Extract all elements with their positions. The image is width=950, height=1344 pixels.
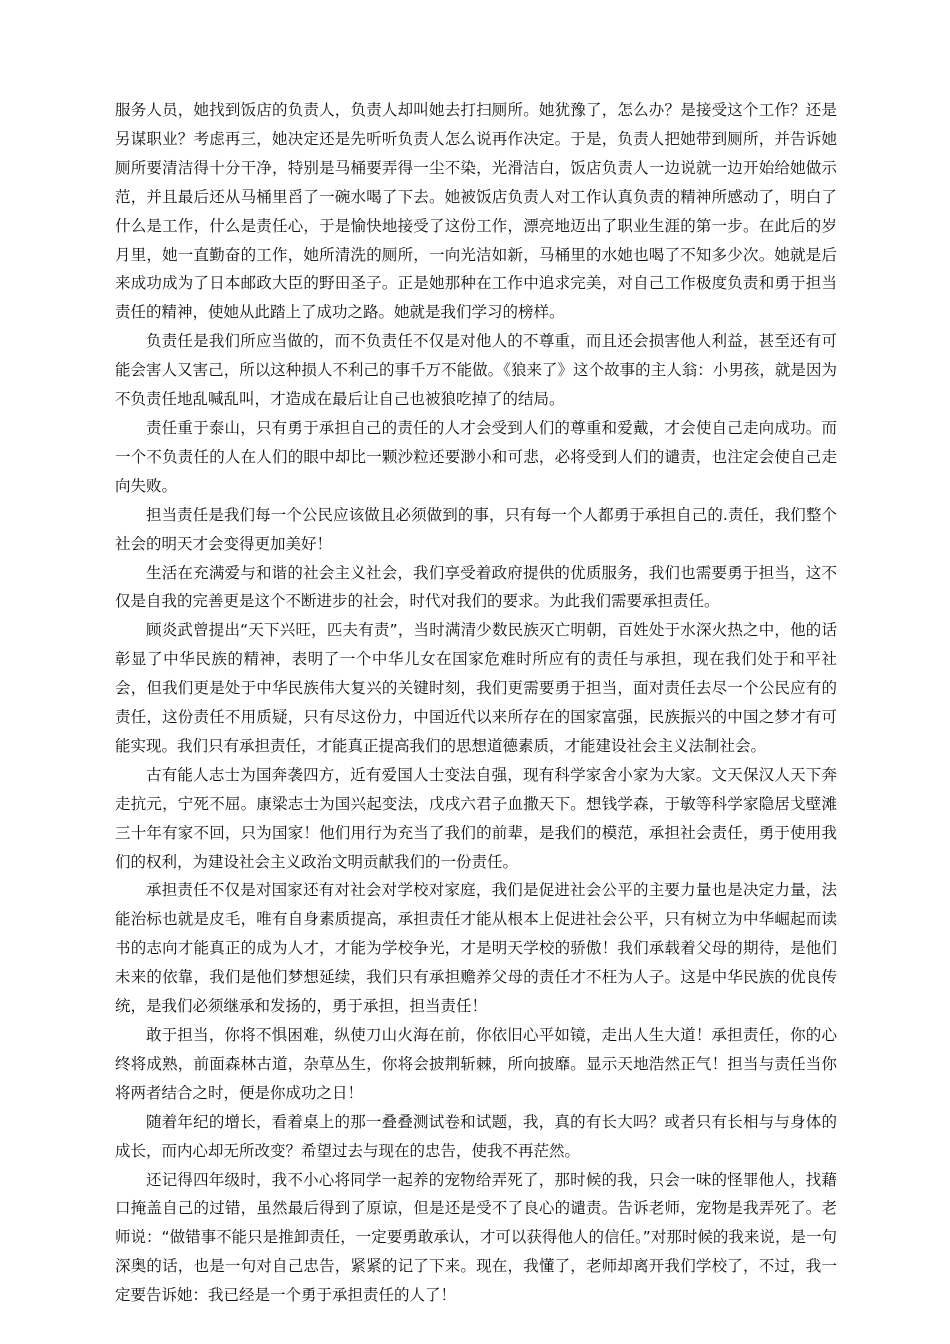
paragraph: 古有能人志士为国奔袭四方，近有爱国人士变法自强，现有科学家舍小家为大家。文天保汉人天下奔走抗元，宁死不屈。康梁志士为国兴起变法，戊戌六君子血撒天下。想钱学森，于敏等科学家隐居戈壁滩三十年有家不回，只为国家！他们用行为充当了我们的前辈，是我们的模范，承担社会责任，勇于使用我们的权利，为建设社会主义政治文明贡献我们的一份责任。 [115, 765, 837, 871]
paragraph-continued: 服务人员，她找到饭店的负责人，负责人却叫她去打扫厕所。她犹豫了，怎么办？是接受这个工作？还是另谋职业？考虑再三，她决定还是先听听负责人怎么说再作决定。于是，负责人把她带到厕所，并告诉她厕所要清洁得十分干净，特别是马桶要弄得一尘不染，光滑洁白，饭店负责人一边说就一边开始给她做示范，并且最后还从马桶里舀了一碗水喝了下去。她被饭店负责人对工作认真负责的精神所感动了，明白了什么是工作，什么是责任心，于是愉快地接受了这份工作，漂亮地迈出了职业生涯的第一步。在此后的岁月里，她一直勤奋的工作，她所清洗的厕所，一向光洁如新，马桶里的水她也喝了不知多少次。她就是后来成功成为了日本邮政大臣的野田圣子。正是她那种在工作中追求完美，对自己工作极度负责和勇于担当责任的精神，使她从此踏上了成功之路。她就是我们学习的榜样。 [115, 101, 837, 322]
document-body [115, 96, 837, 1310]
paragraph: 随着年纪的增长，看着桌上的那一叠叠测试卷和试题，我，真的有长大吗？或者只有长相与与身体的成长，而内心却无所改变？希望过去与现在的忠告，使我不再茫然。 [115, 1112, 837, 1160]
paragraph: 还记得四年级时，我不小心将同学一起养的宠物给弄死了，那时候的我，只会一味的怪罪他人，找藉口掩盖自己的过错，虽然最后得到了原谅，但是还是受不了良心的谴责。告诉老师，宠物是我弄死了。老师说：“做错事不能只是推卸责任，一定要勇敢承认，才可以获得他人的信任。”对那时候的我来说，是一句深奥的话，也是一句对自己忠告，紧紧的记了下来。现在，我懂了，老师却离开我们学校了，不过，我一定要告诉她：我已经是一个勇于承担责任的人了！ [115, 1170, 837, 1305]
paragraph: 生活在充满爱与和谐的社会主义社会，我们享受着政府提供的优质服务，我们也需要勇于担当，这不仅是自我的完善更是这个不断进步的社会，时代对我们的要求。为此我们需要承担责任。 [115, 563, 837, 611]
paragraph: 顾炎武曾提出“天下兴旺，匹夫有责”，当时满清少数民族灭亡明朝，百姓处于水深火热之中，他的话彰显了中华民族的精神，表明了一个中华儿女在国家危难时所应有的责任与承担，现在我们处于和平社会，但我们更是处于中华民族伟大复兴的关键时刻，我们更需要勇于担当，面对责任去尽一个公民应有的责任，这份责任不用质疑，只有尽这份力，中国近代以来所存在的国家富强，民族振兴的中国之梦才有可能实现。我们只有承担责任，才能真正提高我们的思想道德素质，才能建设社会主义法制社会。 [115, 621, 837, 755]
paragraph: 责任重于泰山，只有勇于承担自己的责任的人才会受到人们的尊重和爱戴，才会使自己走向成功。而一个不负责任的人在人们的眼中却比一颗沙粒还要渺小和可悲，必将受到人们的谴责，也注定会使自己走向失败。 [115, 418, 837, 495]
paragraph: 敢于担当，你将不惧困难，纵使刀山火海在前，你依旧心平如镜，走出人生大道！承担责任，你的心终将成熟，前面森林古道，杂草丛生，你将会披荆斩棘，所向披靡。显示天地浩然正气！担当与责任当你将两者结合之时，便是你成功之日！ [115, 1026, 837, 1102]
paragraph: 承担责任不仅是对国家还有对社会对学校对家庭，我们是促进社会公平的主要力量也是决定力量，法能治标也就是皮毛，唯有自身素质提高，承担责任才能从根本上促进社会公平，只有树立为中华崛起而读书的志向才能真正的成为人才，才能为学校争光，才是明天学校的骄傲！我们承载着父母的期待，是他们未来的依靠，我们是他们梦想延续，我们只有承担赡养父母的责任才不枉为人子。这是中华民族的优良传统，是我们必须继承和发扬的，勇于承担，担当责任！ [115, 881, 837, 1016]
paragraph: 负责任是我们所应当做的，而不负责任不仅是对他人的不尊重，而且还会损害他人利益，甚至还有可能会害人又害己，所以这种损人不利己的事千万不能做。《狼来了》这个故事的主人翁：小男孩，就是因为不负责任地乱喊乱叫，才造成在最后让自己也被狼吃掉了的结局。 [115, 332, 837, 409]
paragraph: 担当责任是我们每一个公民应该做且必须做到的事，只有每一个人都勇于承担自己的.责任，我们整个社会的明天才会变得更加美好！ [115, 505, 837, 553]
